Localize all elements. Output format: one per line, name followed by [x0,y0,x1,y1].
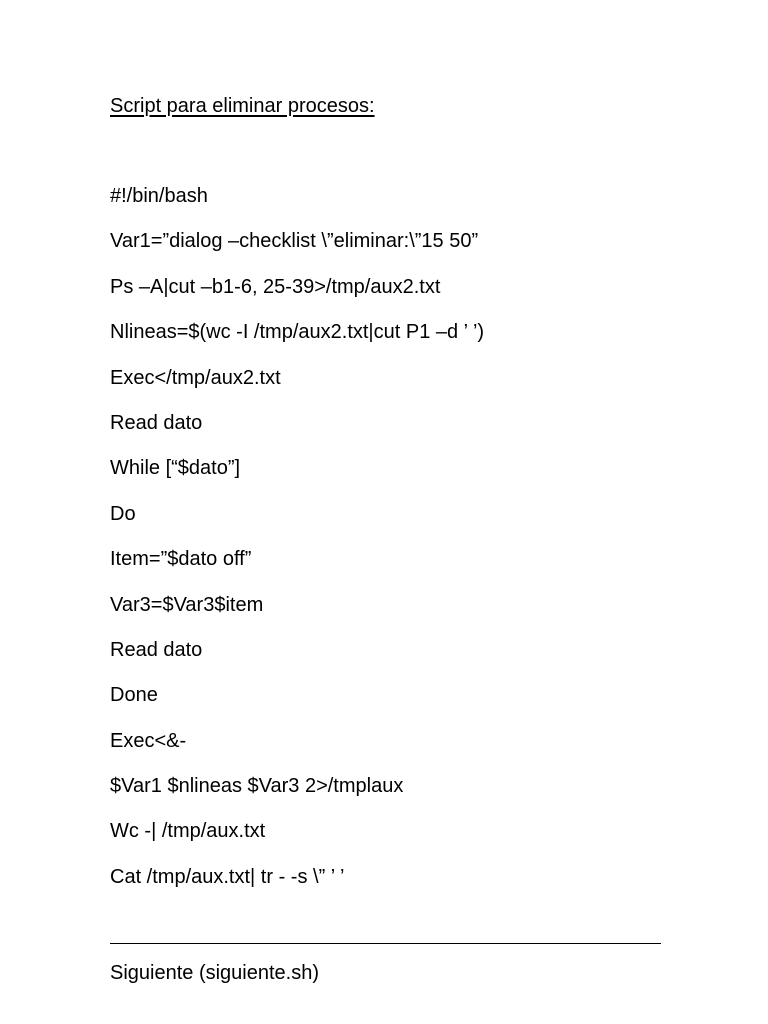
script-line: Wc -| /tmp/aux.txt [110,820,266,843]
script-lines [110,183,484,909]
script-line: Read dato [110,638,203,661]
next-page-label: Siguiente (siguiente.sh) [110,962,320,984]
page-title: Script para eliminar procesos: [110,95,375,117]
script-line: Exec</tmp/aux2.txt [110,366,281,389]
script-line: Nlineas=$(wc -I /tmp/aux2.txt|cut P1 –d ’ ’) [110,321,485,344]
script-line: Exec<&- [110,729,187,752]
script-line: Item=”$dato off” [110,548,252,571]
script-line: #!/bin/bash [110,185,208,207]
script-line: Do [110,502,136,525]
horizontal-divider [110,943,661,944]
script-line: Ps –A|cut –b1-6, 25-39>/tmp/aux2.txt [110,275,441,298]
script-line: Read dato [110,411,203,434]
script-line: $Var1 $nlineas $Var3 2>/tmplaux [110,775,404,798]
script-line: Done [110,684,158,707]
script-line: Var3=$Var3$item [110,593,264,616]
script-line: While [“$dato”] [110,457,241,480]
script-line: Cat /tmp/aux.txt| tr - -s \” ’ ’ [110,865,345,888]
script-line: Var1=”dialog –checklist \”eliminar:\”15 50” [110,230,479,253]
